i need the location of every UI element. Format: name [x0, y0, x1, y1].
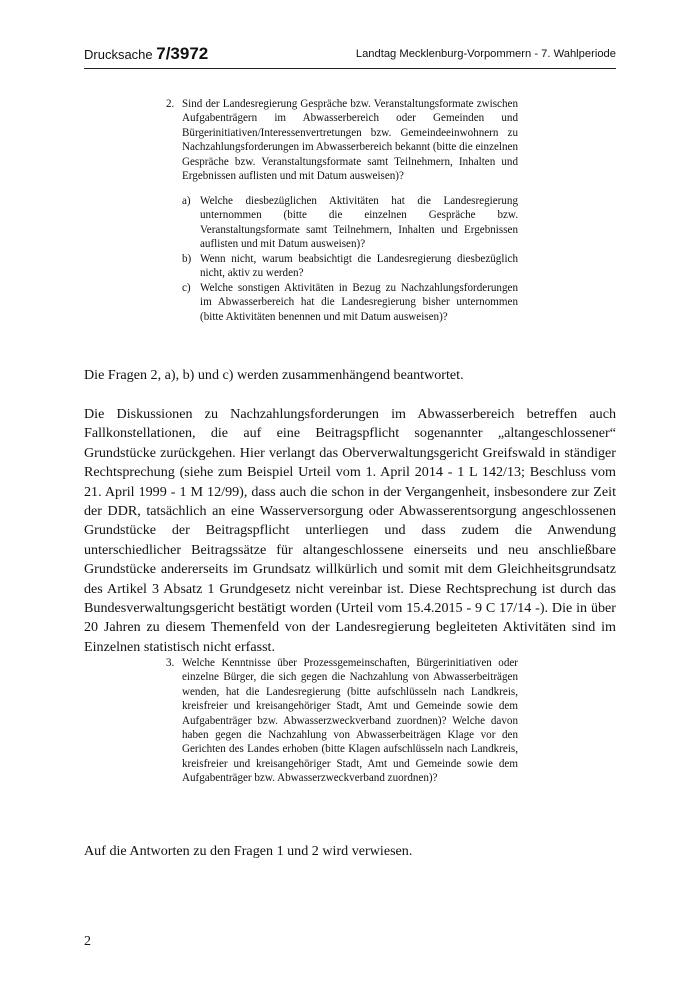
answer-2-intro: Die Fragen 2, a), b) und c) werden zusammenhängend beantwortet. — [84, 367, 464, 383]
parliament-label: Landtag Mecklenburg-Vorpommern - 7. Wahlperiode — [355, 48, 616, 60]
question-2a-text: Welche diesbezüglichen Aktivitäten hat die Landesregierung unternommen (bitte die einzelnen Gespräche bzw. Veranstaltungsformate samt Teilnehmern, Inhalten und Ergebnissen auflisten und mit Datum ausweisen)? — [200, 195, 518, 251]
question-2b-text: Wenn nicht, warum beabsichtigt die Landesregierung diesbezüglich nicht, aktiv zu werden? — [200, 253, 518, 280]
question-2a-letter: a) — [182, 195, 191, 207]
document-reference — [84, 44, 208, 64]
page-number: 2 — [84, 934, 91, 949]
question-2c-letter: c) — [182, 282, 191, 294]
question-2-text: Sind der Landesregierung Gespräche bzw. Veranstaltungsformate zwischen Aufgabenträgern im Abwasserbereich oder Gemeinden und Bürgerinitiativen/Interessenvertretungen bzw. Gemeindeeinwohnern zu Nachzahlungsforderungen im Abwasserbereich bekannt (bitte die einzelnen Gespräche bzw. Veranstaltungsformate samt Teilnehmern, Inhalten und Ergebnissen auflisten und mit Datum ausweisen)? — [182, 98, 518, 183]
answer-2-body: Die Diskussionen zu Nachzahlungsforderungen im Abwasserbereich betreffen auch Fallkonstellationen, die auf eine Beitragspflicht sogenannter „altangeschlossener“ Grundstücke zurückgehen. Hier verlangt das Oberverwaltungsgericht Greifswald in ständiger Rechtsprechung (siehe zum Beispiel Urteil vom 1. April 2014 - 1 L 142/13; Beschluss vom 21. April 1999 - 1 M 12/99), dass auch die schon in der Vergangenheit, insbesondere zur Zeit der DDR, tatsächlich an eine Wasserversorgung oder Abwasserentsorgung angeschlossenen Grundstücke der Beitragspflicht unterliegen und dass zudem die Anwendung unterschiedlicher Beitragssätze für altangeschlossene einerseits und neu anschließbare Grundstücke andererseits im Grundsatz willkürlich und somit mit dem Gleichheitsgrundsatz des Artikel 3 Absatz 1 Grundgesetz nicht vereinbar ist. Diese Rechtsprechung ist durch das Bundesverwaltungsgericht bestätigt worden (Urteil vom 15.4.2015 - 9 C 17/14 -). Die in über 20 Jahren zu diesem Themenfeld von der Landesregierung begleiteten Aktivitäten sind im Einzelnen statistisch nicht erfasst. — [84, 406, 616, 655]
answer-3-text: Auf die Antworten zu den Fragen 1 und 2 wird verwiesen. — [84, 843, 413, 859]
page-header — [84, 40, 616, 69]
question-2b-letter: b) — [182, 253, 192, 265]
document-label: Drucksache — [84, 47, 157, 62]
question-2-number: 2. — [166, 98, 175, 110]
question-2c-text: Welche sonstigen Aktivitäten in Bezug zu Nachzahlungsforderungen im Abwasserbereich hat die Landesregierung bisher unternommen (bitte Aktivitäten benennen und mit Datum ausweisen)? — [200, 282, 518, 323]
question-3-number: 3. — [166, 657, 175, 669]
document-number: 7/3972 — [156, 44, 209, 63]
question-3-text: Welche Kenntnisse über Prozessgemeinschaften, Bürgerinitiativen oder einzelne Bürger, die sich gegen die Nachzahlung von Abwasserbeiträgen wenden, hat die Landesregierung (bitte aufschlüsseln nach Landkreis, kreisfreier und kreisangehöriger Stadt, Amt und Gemeinde sowie dem Aufgabenträger bzw. Abwasserzweckverband zuordnen)? Welche davon haben gegen die Nachzahlung von Abwasserbeiträgen Klage vor den Gerichten des Landes erhoben (bitte Klagen aufschlüsseln nach Landkreis, kreisfreier und kreisangehöriger Stadt, Amt und Gemeinde sowie dem Aufgabenträger bzw. Abwasserzweckverband zuordnen)? — [182, 657, 518, 785]
